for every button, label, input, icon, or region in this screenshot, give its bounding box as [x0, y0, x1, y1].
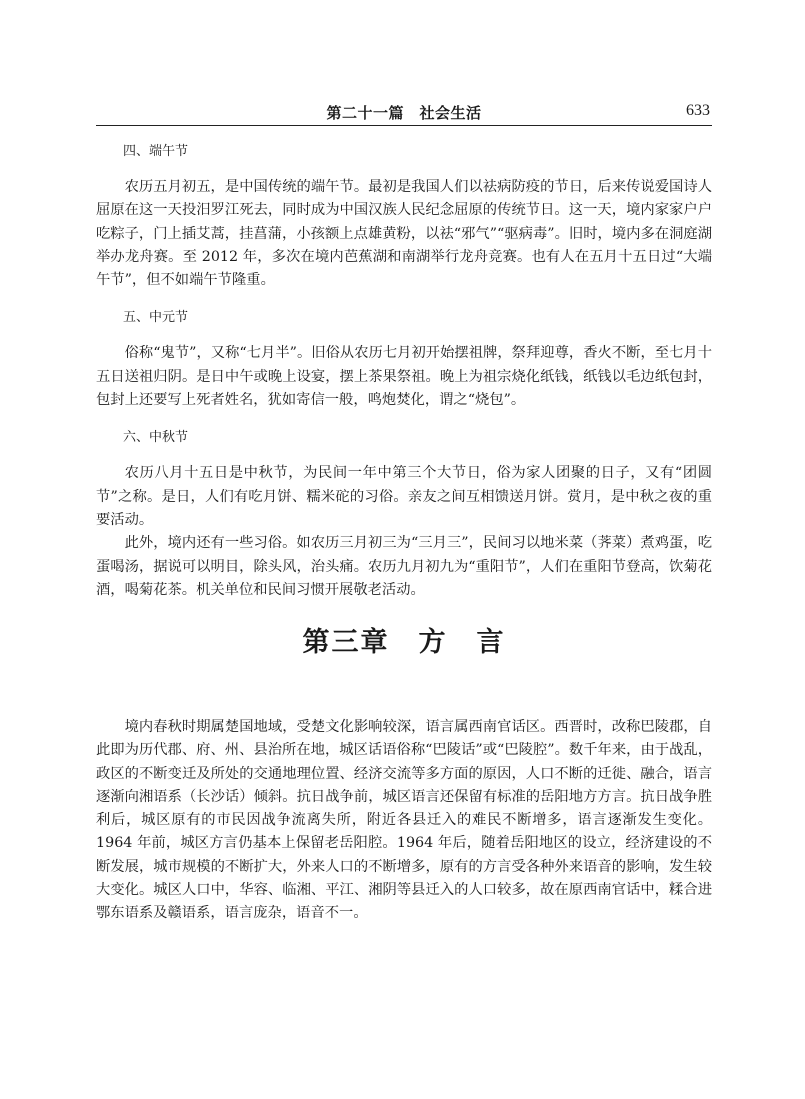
- festival-sections: [96, 141, 712, 602]
- section-heading-duanwu: 四、端午节: [123, 144, 189, 159]
- chapter-body: [96, 716, 712, 926]
- part-title: 第二十一篇 社会生活: [326, 104, 482, 122]
- section-heading-zhongqiu: 六、中秋节: [123, 430, 189, 446]
- paragraph-zhongyuan: 俗称“鬼节”，又称“七月半”。旧俗从农历七月初开始摆祖牌，祭拜迎尊，香火不断，至七月十五日送祖归阴。是日中午或晚上设宴，摆上茶果祭祖。晚上为祖宗烧化纸钱，纸钱以毛边纸包封，包封上还要写上死者姓名，犹如寄信一般，鸣炮焚化，谓之“烧包”。: [96, 345, 712, 409]
- paragraph-other-customs: 此外，境内还有一些习俗。如农历三月初三为“三月三”，民间习以地米菜（荠菜）煮鸡蛋，吃蛋喝汤，据说可以明目，除头风，治头痛。农历九月初九为“重阳节”，人们在重阳节登高，饮菊花酒，喝菊花茶。机关单位和民间习惯开展敬老活动。: [96, 535, 712, 598]
- page-number: 633: [686, 102, 710, 119]
- paragraph-zhongqiu: 农历八月十五日是中秋节，为民间一年中第三个大节日，俗为家人团聚的日子，又有“团圆节”之称。是日，人们有吃月饼、糯米砣的习俗。亲友之间互相馈送月饼。赏月，是中秋之夜的重要活动。: [96, 465, 712, 528]
- paragraph-duanwu: 农历五月初五，是中国传统的端午节。最初是我国人们以祛病防疫的节日，后来传说爱国诗人屈原在这一天投汨罗江死去，同时成为中国汉族人民纪念屈原的传统节日。这一天，境内家家户户吃粽子，门上插艾蒿，挂菖蒲，小孩额上点雄黄粉，以祛“邪气”“驱病毒”。旧时，境内多在洞庭湖举办龙舟赛。至 2012 年，多次在境内芭蕉湖和南湖举行龙舟竞赛。也有人在五月十五日过“大端午节”，但不如端午节隆重。: [96, 179, 712, 289]
- paragraph-dialect: 境内春秋时期属楚国地域，受楚文化影响较深，语言属西南官话区。西晋时，改称巴陵郡，自此即为历代郡、府、州、县治所在地，城区话语俗称“巴陵话”或“巴陵腔”。数千年来，由于战乱，政区的不断变迁及所处的交通地理位置、经济交流等多方面的原因，人口不断的迁徙、融合，语言逐渐向湘语系（长沙话）倾斜。抗日战争前，城区语言还保留有标准的岳阳地方方言。抗日战争胜利后，城区原有的市民因战争流离失所，附近各县迁入的难民不断增多，语言逐渐发生变化。1964 年前，城区方言仍基本上保留老岳阳腔。1964 年后，随着岳阳地区的设立，经济建设的不断发展，城市规模的不断扩大，外来人口的不断增多，原有的方言受各种外来语音的影响，发生较大变化。城区人口中，华容、临湘、平江、湘阴等县迁入的人口较多，故在原西南官话中，糅合进鄂东语系及赣语系，语言庞杂，语音不一。: [96, 719, 712, 922]
- section-heading-zhongyuan: 五、中元节: [123, 310, 189, 326]
- running-header: [96, 102, 712, 126]
- chapter-title: 第三章 方 言: [302, 627, 506, 658]
- header-divider: [96, 125, 712, 126]
